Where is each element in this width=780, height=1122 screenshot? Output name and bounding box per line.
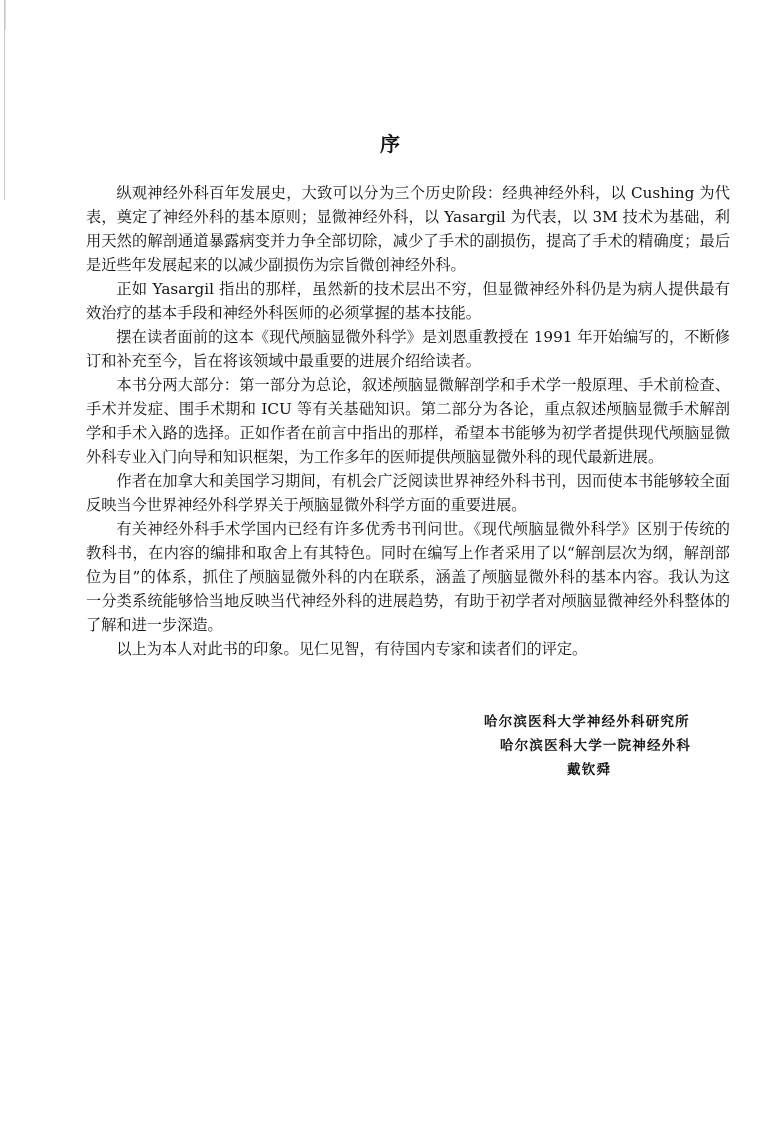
paragraph: 作者在加拿大和美国学习期间，有机会广泛阅读世界神经外科书刊，因而使本书能够较全面反映当今世界神经外科学界关于颅脑显微外科学方面的重要进展。 (86, 472, 730, 514)
scan-edge-artifact (4, 0, 5, 200)
preface-body (86, 181, 730, 661)
paragraph: 以上为本人对此书的印象。见仁见智，有待国内专家和读者们的评定。 (116, 640, 588, 658)
paragraph: 摆在读者面前的这本《现代颅脑显微外科学》是刘恩重教授在 1991 年开始编写的，不断修订和补充至今，旨在将该领域中最重要的进展介绍给读者。 (86, 328, 730, 370)
paragraph: 纵观神经外科百年发展史，大致可以分为三个历史阶段：经典神经外科，以 Cushing 为代表，奠定了神经外科的基本原则；显微神经外科，以 Yasargil 为代表，以 3M 技术为基础，利用天然的解剖通道暴露病变并力争全部切除，减少了手术的副损伤，提高了手术的精确度；最后是近些年发展起来的以减少副损伤为宗旨微创神经外科。 (86, 184, 730, 274)
scan-edge-artifact (5, 0, 6, 30)
signature-author-name: 戴钦舜 (567, 762, 612, 778)
paragraph: 正如 Yasargil 指出的那样，虽然新的技术层出不穷，但显微神经外科仍是为病人提供最有效治疗的基本手段和神经外科医师的必须掌握的基本技能。 (86, 280, 730, 322)
signature-department: 哈尔滨医科大学一院神经外科 (500, 738, 692, 754)
page-title: 序 (380, 132, 400, 156)
paragraph: 有关神经外科手术学国内已经有许多优秀书刊问世。《现代颅脑显微外科学》区别于传统的教科书，在内容的编排和取舍上有其特色。同时在编写上作者采用了以“解剖层次为纲，解剖部位为目”的体系，抓住了颅脑显微外科的内在联系，涵盖了颅脑显微外科的基本内容。我认为这一分类系统能够恰当地反映当代神经外科的进展趋势，有助于初学者对颅脑显微神经外科整体的了解和进一步深造。 (86, 520, 730, 634)
paragraph: 本书分两大部分：第一部分为总论，叙述颅脑显微解剖学和手术学一般原理、手术前检查、手术并发症、围手术期和 ICU 等有关基础知识。第二部分为各论，重点叙述颅脑显微手术解剖学和手术入路的选择。正如作者在前言中指出的那样，希望本书能够为初学者提供现代颅脑显微外科专业入门向导和知识框架，为工作多年的医师提供颅脑显微外科的现代最新进展。 (86, 376, 730, 466)
signature-institution: 哈尔滨医科大学神经外科研究所 (484, 714, 690, 730)
